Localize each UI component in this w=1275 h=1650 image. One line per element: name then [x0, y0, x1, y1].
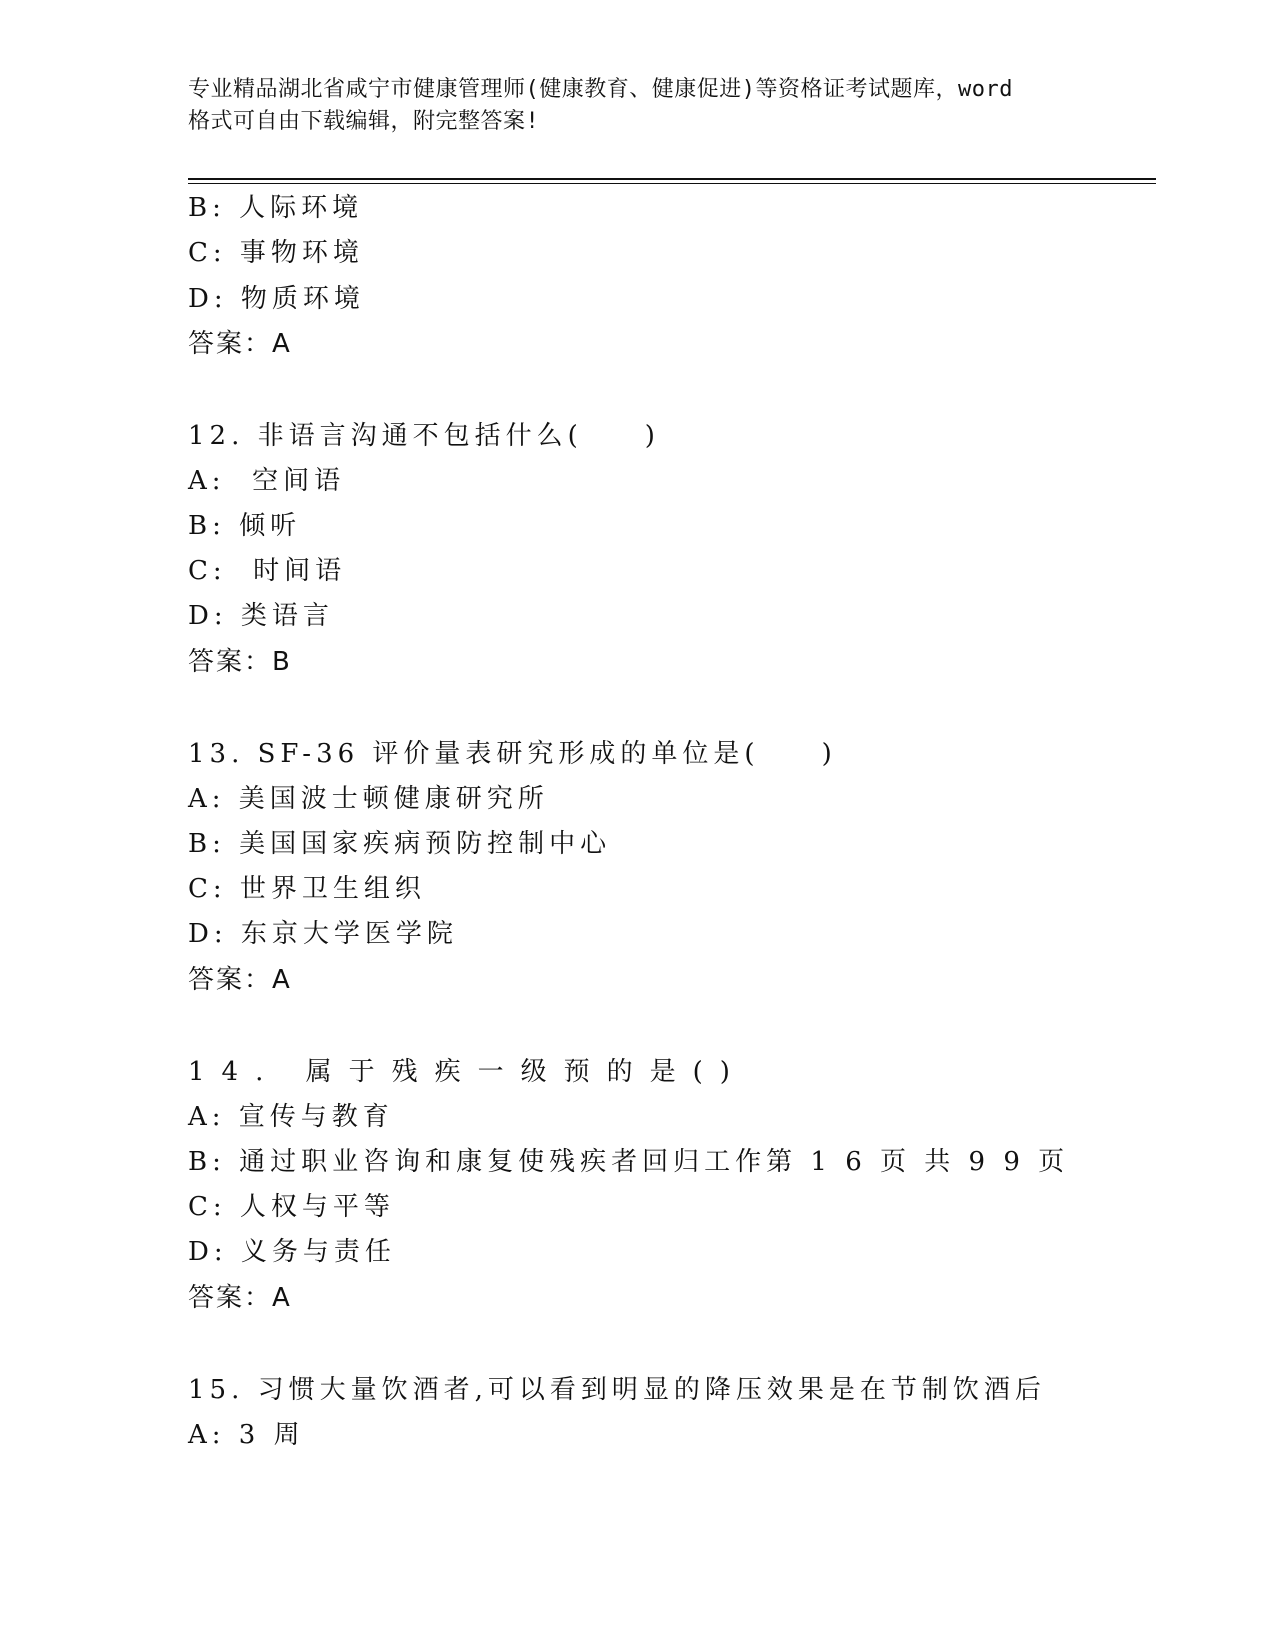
q13-stem: 13. SF-36 评价量表研究形成的单位是( ) [188, 739, 837, 769]
header-line-1: 专业精品湖北省咸宁市健康管理师(健康教育、健康促进)等资格证考试题库，word [188, 77, 1013, 102]
q13-answer: 答案：A [188, 965, 292, 995]
q14-answer: 答案：A [188, 1283, 292, 1313]
header-line-2: 格式可自由下载编辑，附完整答案! [188, 109, 540, 134]
prev-option-c: C: 事物环境 [188, 238, 364, 268]
q12-option-a: A: 空间语 [188, 466, 346, 496]
q12-option-b: B: 倾听 [188, 511, 302, 541]
q13-option-a: A: 美国波士顿健康研究所 [188, 784, 549, 814]
prev-answer: 答案：A [188, 329, 292, 359]
header-rule-thin [188, 183, 1156, 184]
q14-option-a: A: 宣传与教育 [188, 1102, 394, 1132]
q14-stem: 14. 属于残疾一级预的是() [188, 1057, 747, 1087]
prev-option-d: D: 物质环境 [188, 284, 365, 314]
q15-stem: 15. 习惯大量饮酒者,可以看到明显的降压效果是在节制饮酒后 [188, 1375, 1046, 1405]
prev-option-b: B: 人际环境 [188, 193, 364, 223]
q13-option-c: C: 世界卫生组织 [188, 874, 426, 904]
q14-option-d: D: 义务与责任 [188, 1237, 396, 1267]
q12-option-d: D: 类语言 [188, 601, 334, 631]
q13-option-b: B: 美国国家疾病预防控制中心 [188, 829, 612, 859]
q14-option-b: B: 通过职业咨询和康复使残疾者回归工作第 1 6 页 共 9 9 页 [188, 1147, 1070, 1177]
q12-stem: 12. 非语言沟通不包括什么( ) [188, 421, 660, 451]
document-header [188, 74, 1088, 138]
q15-option-a: A: 3 周 [188, 1420, 305, 1450]
q14-option-c: C: 人权与平等 [188, 1192, 395, 1222]
q13-option-d: D: 东京大学医学院 [188, 919, 458, 949]
q12-option-c: C: 时间语 [188, 556, 347, 586]
q12-answer: 答案：B [188, 647, 292, 677]
header-rule-thick [188, 178, 1156, 180]
